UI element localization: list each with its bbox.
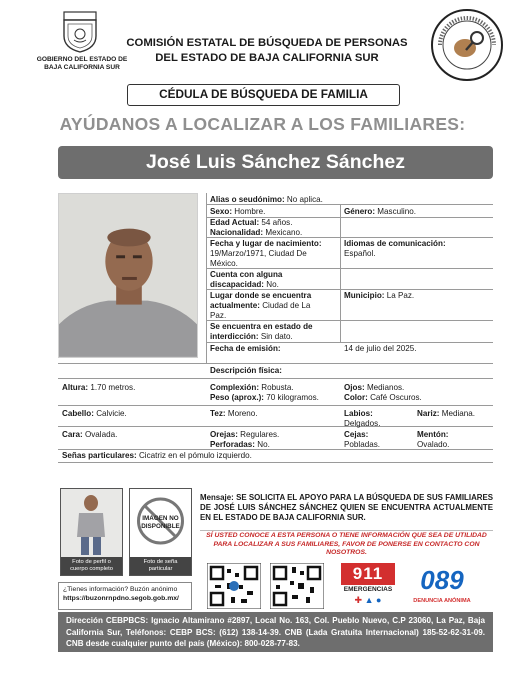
weight-label: Peso (aprox.):: [210, 393, 264, 402]
age-row: [210, 218, 292, 228]
gender-row: [344, 207, 416, 217]
nose-value: Mediana.: [441, 409, 476, 418]
sign-caption-2: particular: [148, 566, 173, 572]
municipality-row: [344, 291, 414, 301]
chin-value: Ovalado.: [417, 440, 450, 449]
disability-label-2: discapacidad:: [210, 280, 264, 289]
build-value: Robusta.: [261, 383, 294, 392]
location-value-2: Paz.: [210, 311, 227, 320]
state-coat-of-arms-icon: [58, 10, 102, 54]
face-value: Ovalada.: [84, 430, 118, 439]
height-value: 1.70 metros.: [90, 383, 136, 392]
marks-label: Señas particulares:: [62, 451, 137, 460]
eyes-row: [344, 383, 422, 403]
profile-caption-1: Foto de perfil o: [72, 559, 111, 565]
birth-label: Fecha y lugar de nacimiento:: [210, 239, 322, 248]
disability-row: [210, 270, 282, 290]
gov-line-1: GOBIERNO DEL ESTADO DE: [36, 56, 128, 63]
alias-value: No aplica.: [286, 195, 323, 204]
ears-value: Regulares.: [240, 430, 280, 439]
municipality-label: Municipio:: [344, 291, 385, 300]
emergency-911-label: EMERGENCIAS: [343, 586, 393, 593]
commission-line-1: COMISIÓN ESTATAL DE BÚSQUEDA DE PERSONAS: [126, 37, 408, 49]
ears-label: Orejas:: [210, 430, 238, 439]
age-label: Edad Actual:: [210, 218, 260, 227]
eye-color-label: Color:: [344, 393, 368, 402]
contact-footer: Dirección CEBPBCS: Ignacio Altamirano #2897, Local No. 163, Col. Pueblo Nuevo, C.P 23060, La Paz, Baja California Sur, Teléfonos: CEBP BCS: (612) 138-14-39. CNB (Lada Gratuita Internacional) 185-52-62-31-09. CNB desde cualquier punto del país (México): 800-028-77-83.: [58, 612, 493, 652]
commission-seal-icon: [430, 8, 504, 82]
lips-label: Labios:: [344, 409, 373, 418]
nationality-label: Nacionalidad:: [210, 228, 264, 237]
eyebrows-label: Cejas:: [344, 430, 369, 439]
birth-value-1: 19/Marzo/1971, Ciudad De: [210, 249, 307, 258]
anonymous-report-089-badge: [410, 563, 474, 609]
nationality-value: Mexicano.: [265, 228, 303, 237]
municipality-value: La Paz.: [386, 291, 415, 300]
emission-row: [210, 344, 281, 354]
nose-label: Nariz:: [417, 409, 440, 418]
full-body-photo-frame: [60, 488, 123, 576]
disability-label-1: Cuenta con alguna: [210, 270, 283, 279]
full-body-photo: [61, 489, 122, 557]
person-photo: [58, 193, 198, 358]
help-heading: AYÚDANOS A LOCALIZAR A LOS FAMILIARES:: [59, 114, 466, 134]
mailbox-question: ¿Tienes información? Buzón anónimo: [63, 586, 178, 593]
languages-row: [344, 239, 446, 259]
location-row: [210, 291, 311, 321]
commission-title: [108, 36, 426, 66]
chin-label: Mentón:: [417, 430, 449, 439]
emission-label: Fecha de emisión:: [210, 344, 281, 353]
gender-value: Masculino.: [377, 207, 416, 216]
profile-caption-2: cuerpo completo: [70, 566, 113, 572]
pierced-label: Perforadas:: [210, 440, 255, 449]
ears-row: [210, 430, 279, 450]
birth-value-2: México.: [210, 259, 238, 268]
height-row: [62, 383, 135, 393]
build-label: Complexión:: [210, 383, 260, 392]
face-label: Cara:: [62, 430, 83, 439]
emergency-911-number: 911: [341, 563, 395, 585]
eyebrows-row: [344, 430, 380, 450]
no-image-text-2: DISPONIBLE: [141, 522, 180, 530]
interdiction-row: [210, 322, 313, 342]
nose-row: [417, 409, 475, 419]
interdiction-label-2: interdicción:: [210, 332, 259, 341]
skin-label: Tez:: [210, 409, 226, 418]
emission-value-cell: [344, 344, 416, 354]
interdiction-label-1: Se encuentra en estado de: [210, 322, 313, 331]
alias-row: [210, 195, 323, 205]
sex-label: Sexo:: [210, 207, 233, 216]
build-row: [210, 383, 319, 403]
lips-row: [344, 409, 380, 429]
physical-title: Descripción física:: [210, 366, 282, 375]
commission-line-2: DEL ESTADO DE BAJA CALIFORNIA SUR: [155, 52, 379, 64]
age-value: 54 años.: [261, 218, 293, 227]
anonymous-089-label: DENUNCIA ANÓNIMA: [413, 598, 471, 604]
eye-color-value: Café Oscuros.: [370, 393, 422, 402]
weight-value: 70 kilogramos.: [266, 393, 319, 402]
hair-row: [62, 409, 127, 419]
sex-row: [210, 207, 265, 217]
cedula-title: CÉDULA DE BÚSQUEDA DE FAMILIA: [127, 84, 400, 106]
mailbox-link[interactable]: https://buzonrnpdno.segob.gob.mx/: [63, 594, 179, 602]
pierced-value: No.: [257, 440, 270, 449]
languages-value: Español.: [344, 249, 376, 258]
location-label-1: Lugar donde se encuentra: [210, 291, 312, 300]
hair-value: Calvicie.: [96, 409, 127, 418]
particular-mark-photo-frame: [129, 488, 192, 576]
emission-value: 14 de julio del 2025.: [344, 344, 417, 353]
height-label: Altura:: [62, 383, 89, 392]
sign-caption-1: Foto de seña: [143, 559, 178, 565]
sex-value: Hombre.: [234, 207, 266, 216]
alias-label: Alias o seudónimo:: [210, 195, 285, 204]
birth-row: [210, 239, 338, 269]
location-label-2: actualmente:: [210, 301, 260, 310]
gov-line-2: BAJA CALIFORNIA SUR: [44, 64, 120, 71]
contact-alert: SÍ USTED CONOCE A ESTA PERSONA O TIENE INFORMACIÓN QUE SEA DE UTILIDAD PARA LOCALIZAR A SUS FAMILIARES, FAVOR DE PONERSE EN CONTACTO CON NOSOTROS.: [206, 532, 487, 556]
chin-row: [417, 430, 449, 450]
eyes-label: Ojos:: [344, 383, 365, 392]
interdiction-value: Sin dato.: [260, 332, 293, 341]
eyebrows-value: Pobladas.: [344, 440, 380, 449]
qr-code-2-icon[interactable]: [270, 563, 324, 609]
marks-value: Cicatriz en el pómulo izquierdo.: [138, 451, 252, 460]
lips-value: Delgados.: [344, 419, 381, 428]
no-image-text-1: IMAGEN NO: [142, 515, 179, 522]
emergency-icons: ✚ ▲ ●: [354, 595, 382, 605]
person-name-bar: José Luis Sánchez Sánchez: [58, 146, 493, 179]
anonymous-mailbox-box: [58, 582, 192, 610]
location-value-1: Ciudad de La: [262, 301, 311, 310]
hair-label: Cabello:: [62, 409, 94, 418]
gender-label: Género:: [344, 207, 376, 216]
search-message: Mensaje: SE SOLICITA EL APOYO PARA LA BÚSQUEDA DE SUS FAMILIARES DE JOSÉ LUIS SÁNCHEZ SÁNCHEZ QUIEN SE ENCUENTRA ACTUALMENTE EN EL ESTADO DE BAJA CALIFORNIA SUR.: [200, 493, 493, 522]
languages-label: Idiomas de comunicación:: [344, 239, 446, 248]
complexion-row: [210, 409, 258, 419]
emergency-911-badge: [341, 563, 395, 609]
eyes-value: Medianos.: [366, 383, 405, 392]
face-row: [62, 430, 117, 440]
qr-code-icon[interactable]: [207, 563, 261, 609]
nationality-row: [210, 228, 302, 238]
anonymous-089-number: 089: [420, 565, 464, 595]
disability-value: No.: [266, 280, 279, 289]
marks-row: [62, 451, 252, 461]
skin-value: Moreno.: [227, 409, 258, 418]
